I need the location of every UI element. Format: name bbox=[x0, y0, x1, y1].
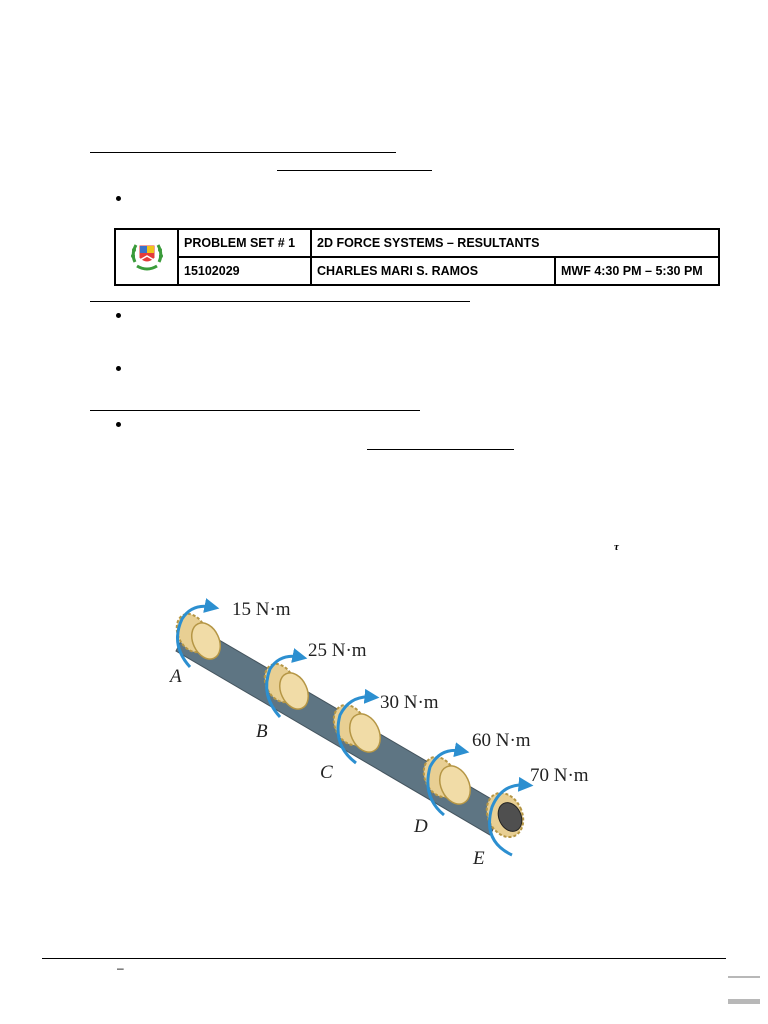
torque-value-d: 60 N·m bbox=[472, 730, 531, 751]
bullet-4 bbox=[116, 422, 121, 427]
bullet-3 bbox=[116, 366, 121, 371]
student-id-cell: 15102029 bbox=[178, 257, 311, 285]
bullet-2 bbox=[116, 313, 121, 318]
point-label-a: A bbox=[170, 666, 182, 687]
point-label-d: D bbox=[414, 816, 428, 837]
schedule-cell: MWF 4:30 PM – 5:30 PM bbox=[555, 257, 719, 285]
tau-symbol: τ bbox=[614, 541, 619, 553]
topic-cell: 2D FORCE SYSTEMS – RESULTANTS bbox=[311, 229, 719, 257]
heading-rule-4 bbox=[90, 410, 420, 411]
page-indicator-bar-1 bbox=[728, 976, 760, 978]
problem-set-cell: PROBLEM SET # 1 bbox=[178, 229, 311, 257]
student-name-cell: CHARLES MARI S. RAMOS bbox=[311, 257, 555, 285]
problem-header-table bbox=[114, 228, 720, 286]
heading-rule-3 bbox=[90, 301, 470, 302]
footer-rule bbox=[42, 958, 726, 959]
torque-value-a: 15 N·m bbox=[232, 599, 291, 620]
point-label-e: E bbox=[473, 848, 485, 869]
footer-dash: – bbox=[117, 961, 124, 975]
gear-e bbox=[480, 787, 530, 843]
torque-value-c: 30 N·m bbox=[380, 692, 439, 713]
heading-rule-1 bbox=[90, 152, 396, 153]
torque-value-e: 70 N·m bbox=[530, 765, 589, 786]
university-logo bbox=[115, 229, 178, 285]
heading-rule-2 bbox=[277, 170, 432, 171]
shaft-torque-figure bbox=[160, 585, 600, 875]
heading-rule-5 bbox=[367, 449, 514, 450]
bullet-1 bbox=[116, 196, 121, 201]
point-label-c: C bbox=[320, 762, 333, 783]
page-indicator-bar-2 bbox=[728, 999, 760, 1004]
torque-value-b: 25 N·m bbox=[308, 640, 367, 661]
point-label-b: B bbox=[256, 721, 268, 742]
